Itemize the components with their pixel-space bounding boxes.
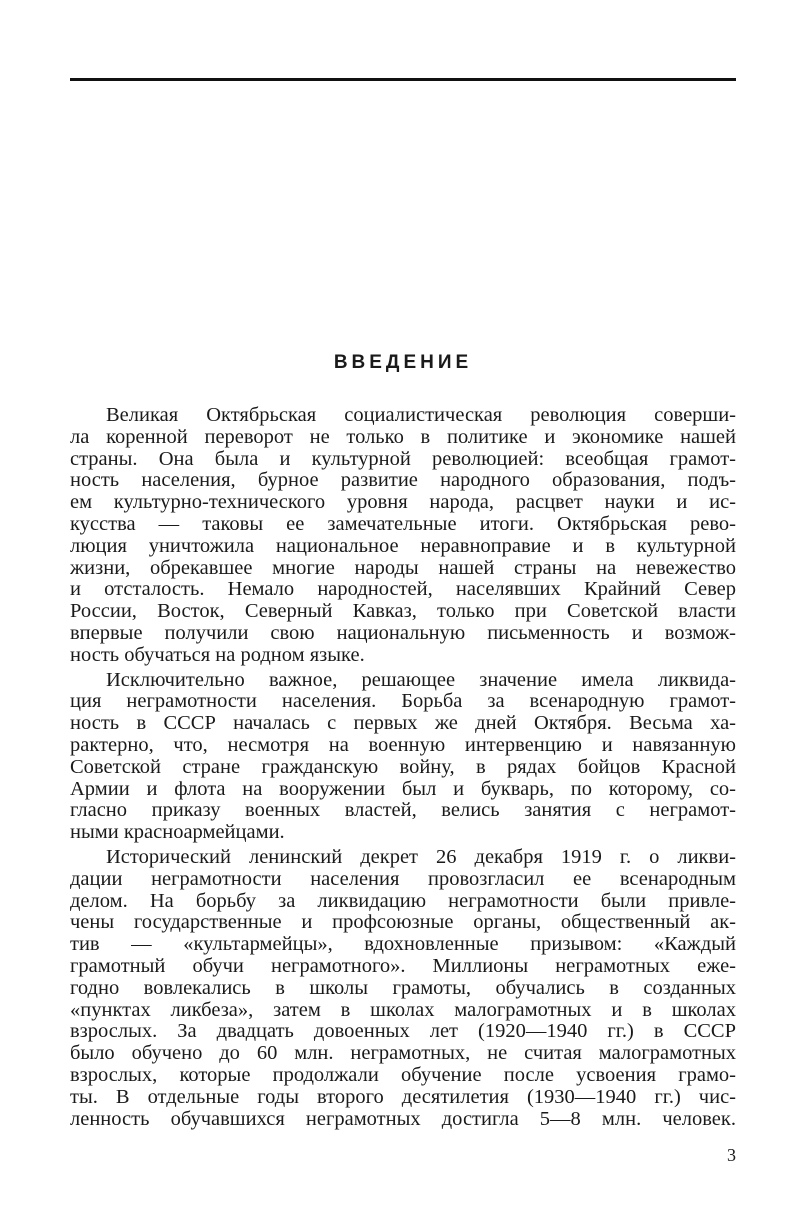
text-line: годно вовлекались в школы грамоты, обучались в созданных — [70, 977, 736, 999]
text-line: «пунктах ликбеза», затем в школах малограмотных и в школах — [70, 999, 736, 1021]
text-line: ность в СССР началась с первых же дней Октября. Весьма ха- — [70, 713, 736, 735]
text-line: гласно приказу военных властей, велись занятия с неграмот- — [70, 800, 736, 822]
text-line: Исключительно важное, решающее значение имела ликвида- — [106, 669, 736, 691]
text-line: ность населения, бурное развитие народного образования, подъ- — [70, 470, 736, 492]
text-line: ленность обучавшихся неграмотных достигла 5—8 млн. человек. — [70, 1108, 736, 1130]
text-line: дации неграмотности населения провозгласил ее всенародным — [70, 868, 736, 890]
text-line: делом. На борьбу за ликвидацию неграмотности были привле- — [70, 890, 736, 912]
text-line: ными красноармейцами. — [70, 822, 285, 844]
text-line: взрослых, которые продолжали обучение после усвоения грамо- — [70, 1064, 736, 1086]
paragraph-3 — [70, 847, 736, 1130]
text-line: ты. В отдельные годы второго десятилетия (1930—1940 гг.) чис- — [70, 1086, 736, 1108]
text-line: взрослых. За двадцать довоенных лет (1920—1940 гг.) в СССР — [70, 1021, 736, 1043]
text-line: чены государственные и профсоюзные органы, общественный ак- — [70, 912, 736, 934]
text-line: ность обучаться на родном языке. — [70, 644, 365, 666]
paragraph-2 — [70, 670, 736, 844]
text-line: грамотный обучи неграмотного». Миллионы неграмотных еже- — [70, 955, 736, 977]
text-line: Армии и флота на вооружении был и букварь, по которому, со- — [70, 778, 736, 800]
paragraph-1 — [70, 405, 736, 667]
text-line: жизни, обрекавшее многие народы нашей страны на невежество — [70, 557, 736, 579]
text-line: и отсталость. Немало народностей, населявших Крайний Север — [70, 579, 736, 601]
text-line: Исторический ленинский декрет 26 декабря 1919 г. о ликви- — [106, 846, 736, 868]
text-line: люция уничтожила национальное неравноправие и в культурной — [70, 535, 736, 557]
text-line: ем культурно-технического уровня народа, расцвет науки и ис- — [70, 492, 736, 514]
text-line: рактерно, что, несмотря на военную интервенцию и навязанную — [70, 734, 736, 756]
text-line: было обучено до 60 млн. неграмотных, не считая малограмотных — [70, 1043, 736, 1065]
page-number: 3 — [727, 1145, 736, 1165]
text-line: впервые получили свою национальную письменность и возмож- — [70, 622, 736, 644]
text-line: ция неграмотности населения. Борьба за всенародную грамот- — [70, 691, 736, 713]
text-line: страны. Она была и культурной революцией: всеобщая грамот- — [70, 448, 736, 470]
top-rule — [70, 78, 736, 81]
text-line: Великая Октябрьская социалистическая революция соверши- — [106, 405, 736, 426]
chapter-heading: ВВЕДЕНИЕ — [333, 352, 473, 373]
text-line: тив — «культармейцы», вдохновленные призывом: «Каждый — [70, 934, 736, 956]
text-line: Советской стране гражданскую войну, в рядах бойцов Красной — [70, 756, 736, 778]
text-line: кусства — таковы ее замечательные итоги. Октябрьская рево- — [70, 513, 736, 535]
body-text — [70, 405, 736, 1133]
text-line: ла коренной переворот не только в политике и экономике нашей — [70, 426, 736, 448]
text-line: России, Восток, Северный Кавказ, только при Советской власти — [70, 601, 736, 623]
